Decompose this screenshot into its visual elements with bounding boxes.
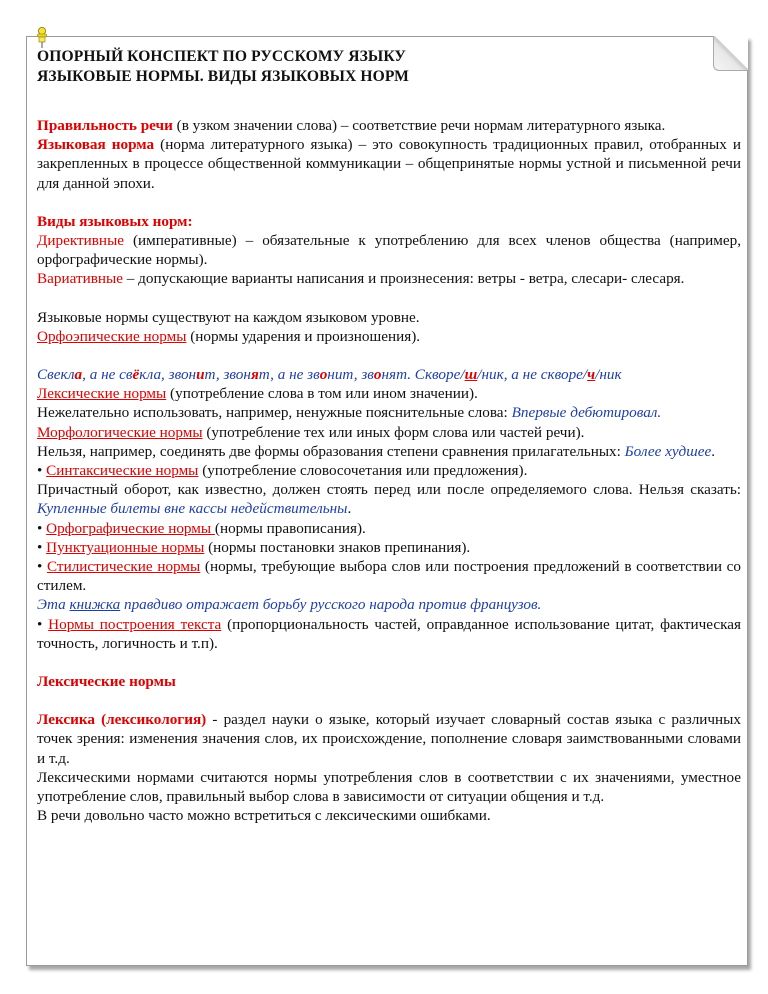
paragraph-text-norms: • Нормы построения текста (пропорциональность частей, оправданное использование цитат, фактическая точность, логичность и т.п). <box>37 615 741 652</box>
term-text-construction: Нормы построения текста <box>48 615 222 633</box>
paragraph-morphological-example: Нельзя, например, соединять две формы образования степени сравнения прилагательных: Более худшее. <box>37 442 715 460</box>
paragraph-variative <box>37 269 741 288</box>
example-morphological: Более худшее <box>624 442 712 460</box>
paragraph-orthoepic <box>37 327 741 346</box>
paragraph-stylistic-norms: • Стилистические нормы (нормы, требующие выбора слов или построения предложений в соответствии со стилем. <box>37 558 741 595</box>
pin-icon <box>36 27 48 49</box>
paragraph-lexical-norms: Лексические нормы (употребление слова в том или ином значении). <box>37 385 478 403</box>
bullet: • <box>37 462 47 480</box>
document-page <box>26 36 748 966</box>
term-stylistic: Стилистические нормы <box>47 558 201 576</box>
heading-lexical-norms: Лексические нормы <box>37 673 176 691</box>
term-morphological: Морфологические нормы <box>37 423 203 441</box>
example-stylistic: Эта книжка правдиво отражает борьбу русского народа против французов. <box>37 596 542 614</box>
definition-orthoepic: (нормы ударения и произношения). <box>186 327 421 345</box>
term-speech-correctness: Правильность речи <box>37 117 173 134</box>
paragraph-language-norm <box>37 135 741 193</box>
term-orthographic: Орфографические нормы <box>46 519 215 537</box>
definition-speech-correctness: (в узком значении слова) – соответствие речи нормам литературного языка. <box>172 117 666 134</box>
paragraph-lexical-example: Нежелательно использовать, например, ненужные пояснительные слова: Впервые дебютировал. <box>37 404 662 422</box>
title-line-2: ЯЗЫКОВЫЕ НОРМЫ. ВИДЫ ЯЗЫКОВЫХ НОРМ <box>37 68 409 85</box>
paragraph-morphological-norms: Морфологические нормы (употребление тех или иных форм слова или частей речи). <box>37 423 585 441</box>
example-syntax: Купленные билеты вне кассы недействительны <box>37 500 348 518</box>
term-syntax: Синтаксические нормы <box>46 462 199 480</box>
term-lexicon: Лексика (лексикология) <box>37 711 207 729</box>
term-punctuation: Пунктуационные нормы <box>46 538 205 556</box>
paragraph-directive <box>37 231 741 269</box>
paragraph-orthographic-norms: • Орфографические нормы (нормы правописания). <box>37 519 366 537</box>
stress-examples: Свекла, а не свёкла, звонит, звонят, а не звонит, звонят. Скворе/ш/ник, а не скворе/ч/ник <box>37 366 622 384</box>
paragraph-syntax-norms: • Синтаксические нормы (употребление словосочетания или предложения). <box>37 462 528 480</box>
definition-variative: – допускающие варианты написания и произнесения: ветры - ветра, слесари- слесаря. <box>122 270 685 288</box>
paragraph-punctuation-norms: • Пунктуационные нормы (нормы постановки знаков препинания). <box>37 538 471 556</box>
paragraph-lexical-definition: Лексическими нормами считаются нормы употребления слов в соответствии с их значениями, уместное употребление слов, правильный выбор слова в зависимости от ситуации общения и т.д. <box>37 768 741 806</box>
definition-directive: (императивные) – обязательные к употреблению для всех членов общества (например, орфографические нормы). <box>37 232 741 269</box>
example-lexical: Впервые дебютировал. <box>511 404 662 422</box>
term-variative: Вариативные <box>37 270 123 288</box>
term-orthoepic: Орфоэпические нормы <box>37 327 187 345</box>
heading-norm-types: Виды языковых норм: <box>37 212 193 230</box>
title-line-1: ОПОРНЫЙ КОНСПЕКТ ПО РУССКОМУ ЯЗЫКУ <box>37 48 406 65</box>
paragraph-levels: Языковые нормы существуют на каждом языковом уровне. <box>37 308 420 326</box>
paragraph-lexical-errors: В речи довольно часто можно встретиться с лексическими ошибками. <box>37 807 491 825</box>
document-title <box>37 47 741 87</box>
term-language-norm: Языковая норма <box>37 136 155 154</box>
document-content <box>37 47 741 826</box>
term-lexical: Лексические нормы <box>37 385 167 403</box>
paragraph-syntax-example: Причастный оборот, как известно, должен стоять перед или после определяемого слова. Нельзя сказать: Купленные билеты вне кассы недействительны. <box>37 481 741 518</box>
paragraph-lexicon: Лексика (лексикология) - раздел науки о языке, который изучает словарный состав языка с различных точек зрения: изменения значения слов, их происхождение, пополнение словаря заимствованными словами и т.д. <box>37 711 741 767</box>
term-directive: Директивные <box>37 232 125 250</box>
definition-language-norm: (норма литературного языка) – это совокупность традиционных правил, отобранных и закрепленных в процессе общественной коммуникации – общепринятые нормы устной и письменной речи для данной эпохи. <box>37 136 741 192</box>
paragraph-speech-correctness <box>37 116 741 135</box>
